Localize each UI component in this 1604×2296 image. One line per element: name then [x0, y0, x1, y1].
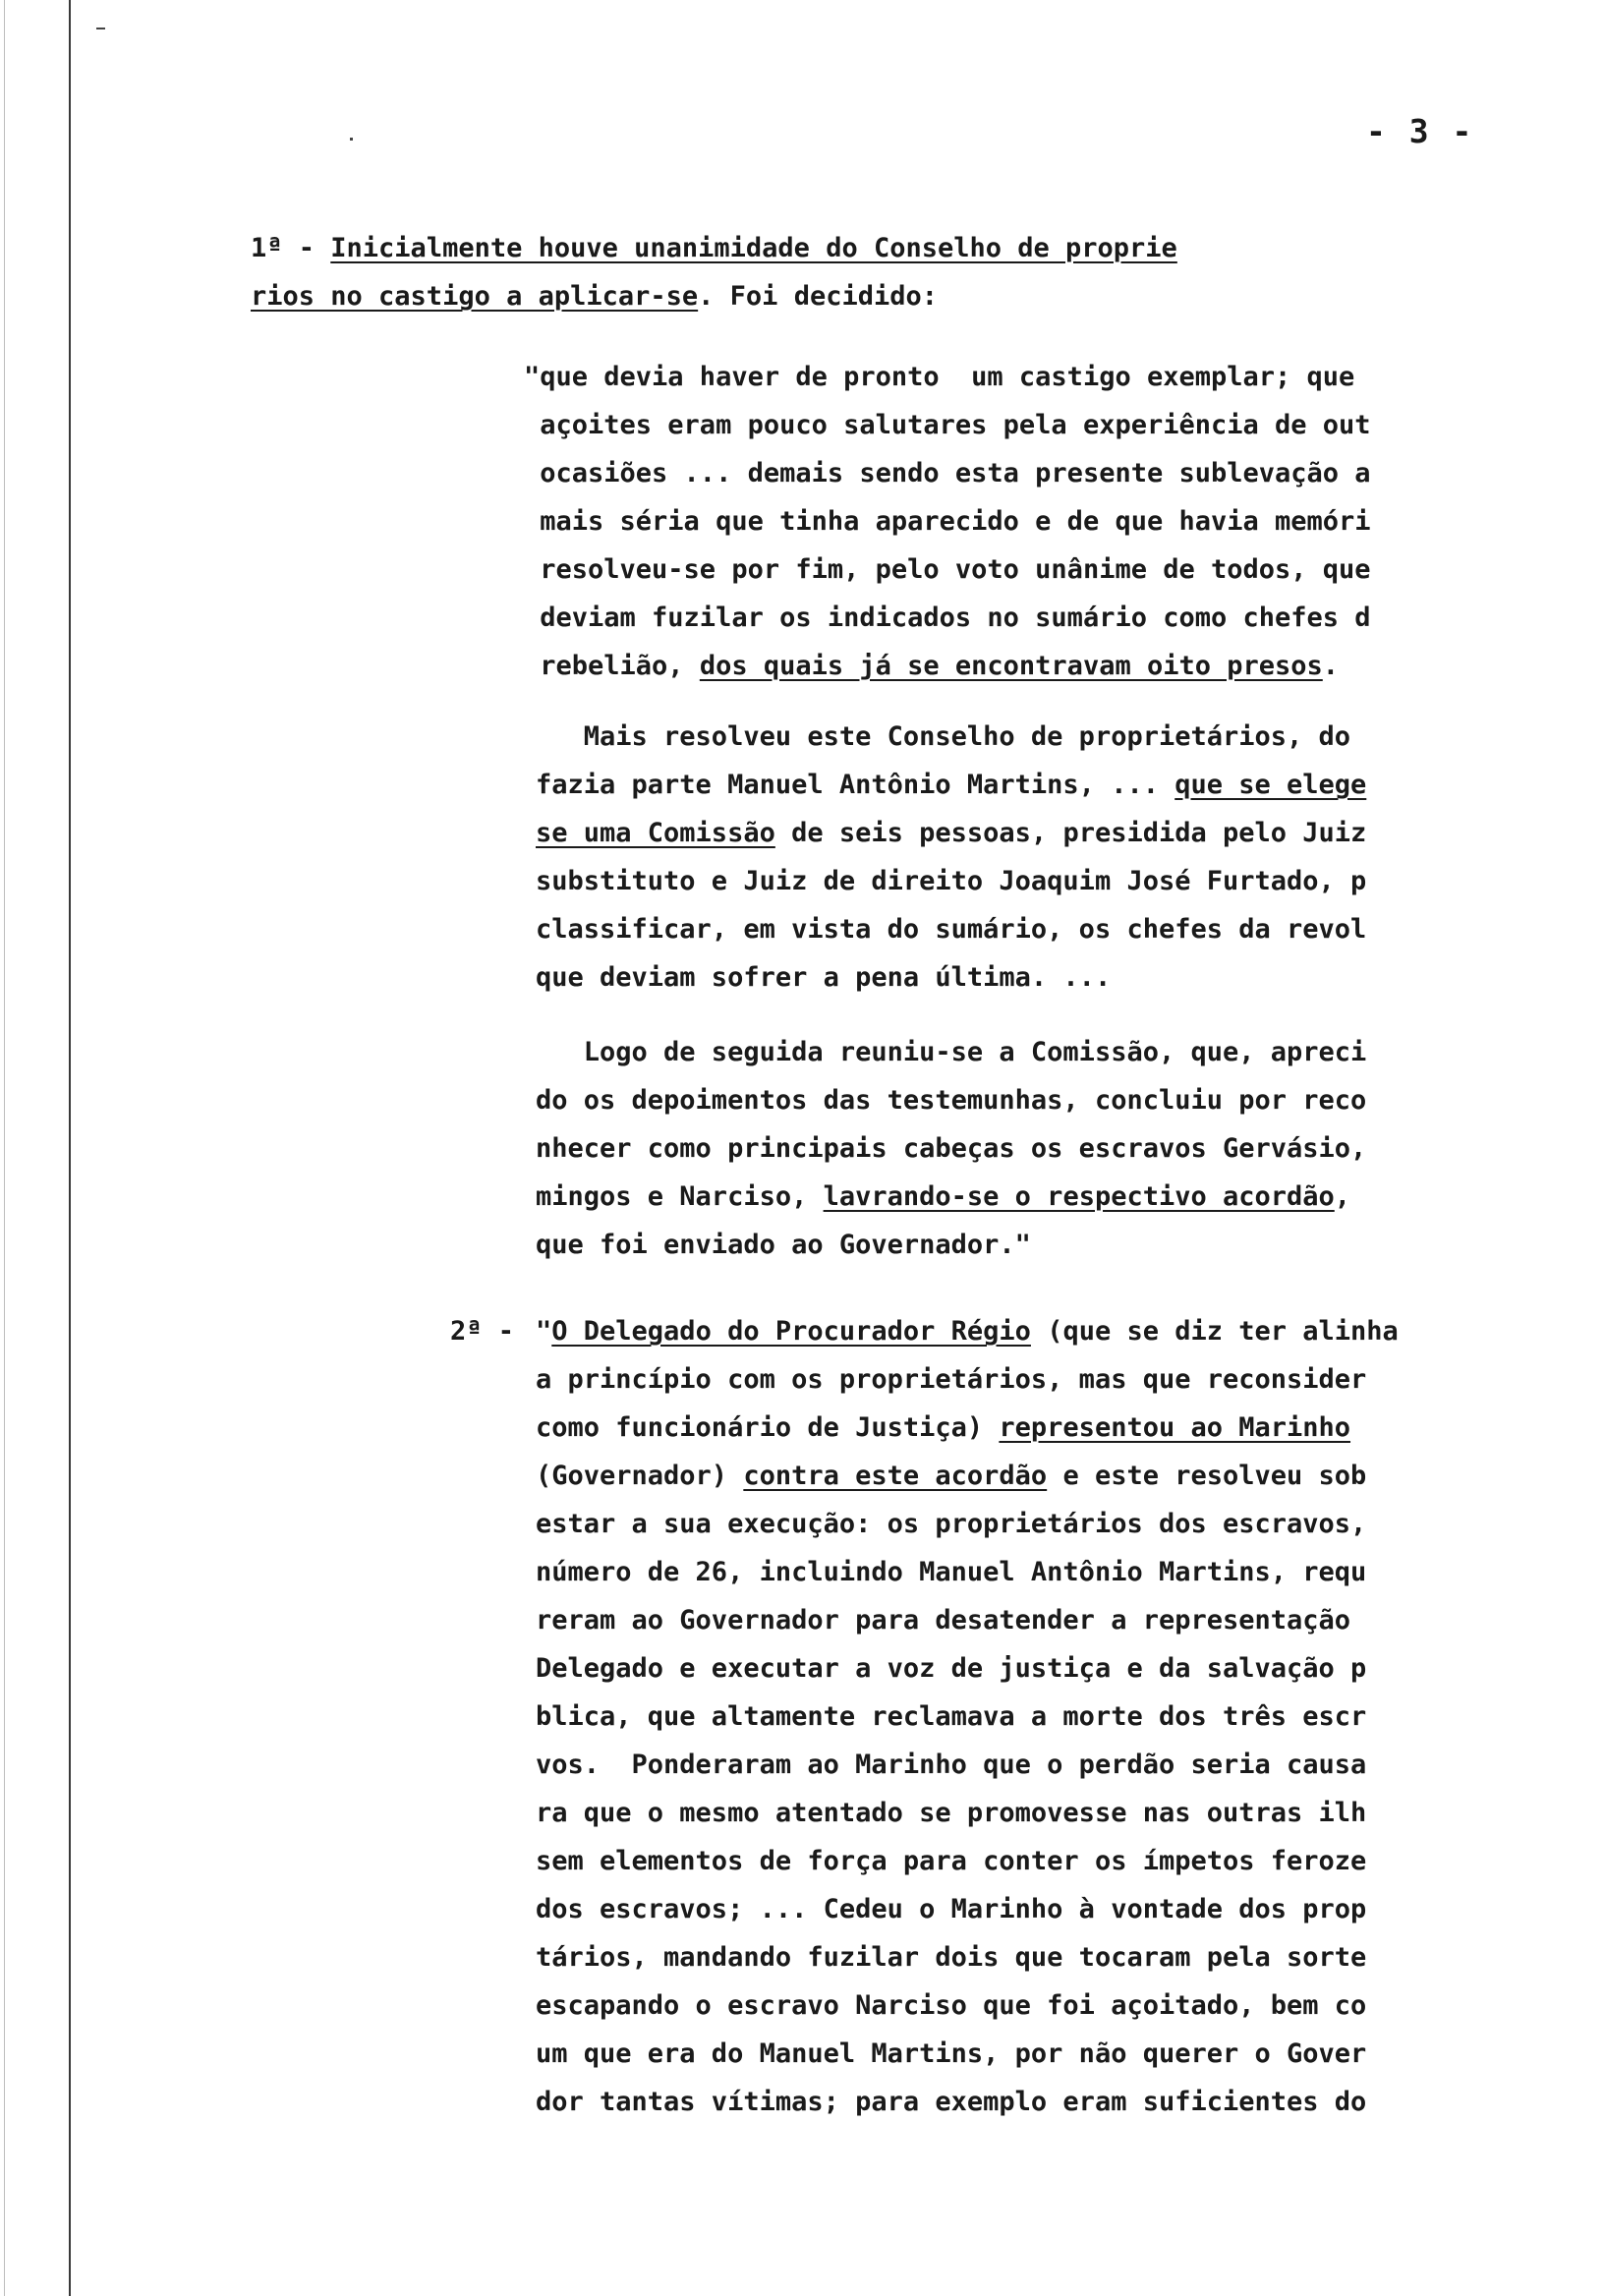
text-run: "que devia haver de pronto um castigo exemplar; que	[524, 362, 1355, 392]
text-run: ,	[1334, 1181, 1351, 1212]
text-line	[536, 1548, 1399, 1596]
text-run: estar a sua execução: os proprietários dos escravos,	[536, 1509, 1367, 1539]
text-line	[536, 1124, 1366, 1173]
text-run: mais séria que tinha aparecido e de que havia memóri	[524, 506, 1371, 537]
text-line	[524, 545, 1371, 594]
text-line	[524, 401, 1371, 449]
text-line	[536, 1355, 1399, 1404]
text-run: .	[1322, 651, 1340, 681]
text-line	[536, 1693, 1399, 1741]
page-number: - 3 -	[1366, 112, 1474, 150]
text-line	[536, 953, 1366, 1002]
text-run: de seis pessoas, presidida pelo Juiz	[774, 818, 1367, 848]
binding-margin-line	[69, 0, 71, 2296]
text-run: (Governador)	[536, 1461, 744, 1491]
text-line	[524, 353, 1371, 401]
text-run: açoites eram pouco salutares pela experiência de out	[524, 410, 1371, 440]
text-line	[536, 1981, 1399, 2030]
text-run: ra que o mesmo atentado se promovesse nas outras ilh	[536, 1798, 1367, 1828]
text-line	[536, 857, 1366, 905]
text-line	[536, 1789, 1399, 1837]
text-run: mingos e Narciso,	[536, 1181, 824, 1212]
text-line	[536, 1028, 1366, 1076]
underlined-text: que se elege	[1174, 770, 1367, 800]
text-line	[536, 1500, 1399, 1548]
text-run: vos. Ponderaram ao Marinho que o perdão seria causa	[536, 1750, 1367, 1780]
text-line	[536, 1404, 1399, 1452]
underlined-text: rios no castigo a aplicar-se	[251, 281, 699, 312]
text-run: dor tantas vítimas; para exemplo eram suficientes do	[536, 2087, 1367, 2117]
text-run: dos escravos; ... Cedeu o Marinho à vontade dos prop	[536, 1894, 1367, 1924]
scan-speck	[96, 28, 105, 29]
text-run: (que se diz ter alinha	[1030, 1316, 1399, 1347]
text-run: blica, que altamente reclamava a morte dos três escr	[536, 1701, 1367, 1732]
text-line	[536, 1307, 1399, 1355]
text-line	[536, 2030, 1399, 2078]
scan-speck	[350, 138, 353, 141]
text-line	[536, 809, 1366, 857]
text-line	[536, 761, 1366, 809]
text-line	[536, 1885, 1399, 1933]
text-run: substituto e Juiz de direito Joaquim José Furtado, p	[536, 866, 1367, 896]
text-line	[536, 1596, 1399, 1644]
text-run: fazia parte Manuel Antônio Martins, ...	[536, 770, 1175, 800]
text-run: um que era do Manuel Martins, por não querer o Gover	[536, 2038, 1367, 2069]
text-line	[536, 1452, 1399, 1500]
underlined-text: se uma Comissão	[536, 818, 775, 848]
text-line	[251, 272, 1177, 320]
text-line	[536, 1933, 1399, 1981]
text-run: classificar, em vista do sumário, os chefes da revol	[536, 914, 1367, 945]
text-run: a princípio com os proprietários, mas que reconsider	[536, 1364, 1367, 1395]
text-run: sem elementos de força para conter os ímpetos feroze	[536, 1846, 1367, 1876]
underlined-text: contra este acordão	[743, 1461, 1048, 1491]
text-line	[536, 1837, 1399, 1885]
text-line	[536, 1644, 1399, 1693]
underlined-text: lavrando-se o respectivo acordão	[823, 1181, 1335, 1212]
text-run: escapando o escravo Narciso que foi açoitado, bem co	[536, 1990, 1367, 2021]
item-1-paragraph	[251, 224, 1177, 320]
text-line	[536, 1076, 1366, 1124]
text-run: . Foi decidido:	[698, 281, 938, 312]
quote-paragraph-decision	[524, 353, 1371, 690]
text-run: Mais resolveu este Conselho de proprietários, do	[536, 721, 1351, 752]
text-run: número de 26, incluindo Manuel Antônio Martins, requ	[536, 1557, 1367, 1587]
underlined-text: representou ao Marinho	[999, 1412, 1351, 1443]
text-line	[536, 1741, 1399, 1789]
text-line	[536, 1221, 1366, 1269]
item-2-marker: 2ª -	[450, 1316, 515, 1347]
text-run: e este resolveu sob	[1047, 1461, 1367, 1491]
text-line	[536, 1173, 1366, 1221]
text-run: "	[536, 1316, 552, 1347]
quote-paragraph-commission	[536, 713, 1366, 1002]
scan-edge-line	[4, 0, 5, 2296]
underlined-text: Inicialmente houve unanimidade do Conselho de proprie	[330, 233, 1177, 263]
text-line	[524, 594, 1371, 642]
text-run: tários, mandando fuzilar dois que tocaram pela sorte	[536, 1942, 1367, 1973]
underlined-text: O Delegado do Procurador Régio	[551, 1316, 1031, 1347]
underlined-text: dos quais já se encontravam oito presos	[699, 651, 1323, 681]
text-line	[536, 2078, 1399, 2126]
text-run: deviam fuzilar os indicados no sumário como chefes d	[524, 603, 1371, 633]
text-run: que deviam sofrer a pena última. ...	[536, 962, 1112, 993]
item-2-paragraph	[536, 1307, 1399, 2126]
text-run: que foi enviado ao Governador."	[536, 1230, 1031, 1260]
text-run: Logo de seguida reuniu-se a Comissão, que, apreci	[536, 1037, 1367, 1067]
text-run: rebelião,	[524, 651, 700, 681]
text-run: 1ª -	[251, 233, 331, 263]
text-run: reram ao Governador para desatender a representação	[536, 1605, 1351, 1636]
text-run: ocasiões ... demais sendo esta presente sublevação a	[524, 458, 1371, 488]
text-line	[536, 713, 1366, 761]
text-line	[524, 642, 1371, 690]
text-line	[536, 905, 1366, 953]
quote-paragraph-verdict	[536, 1028, 1366, 1269]
text-run: como funcionário de Justiça)	[536, 1412, 1000, 1443]
text-line	[524, 449, 1371, 497]
text-run: do os depoimentos das testemunhas, concluiu por reco	[536, 1085, 1367, 1116]
text-run: Delegado e executar a voz de justiça e da salvação p	[536, 1653, 1367, 1684]
text-line	[524, 497, 1371, 545]
text-line	[251, 224, 1177, 272]
text-run: nhecer como principais cabeças os escravos Gervásio,	[536, 1133, 1367, 1164]
text-run: resolveu-se por fim, pelo voto unânime de todos, que	[524, 554, 1371, 585]
